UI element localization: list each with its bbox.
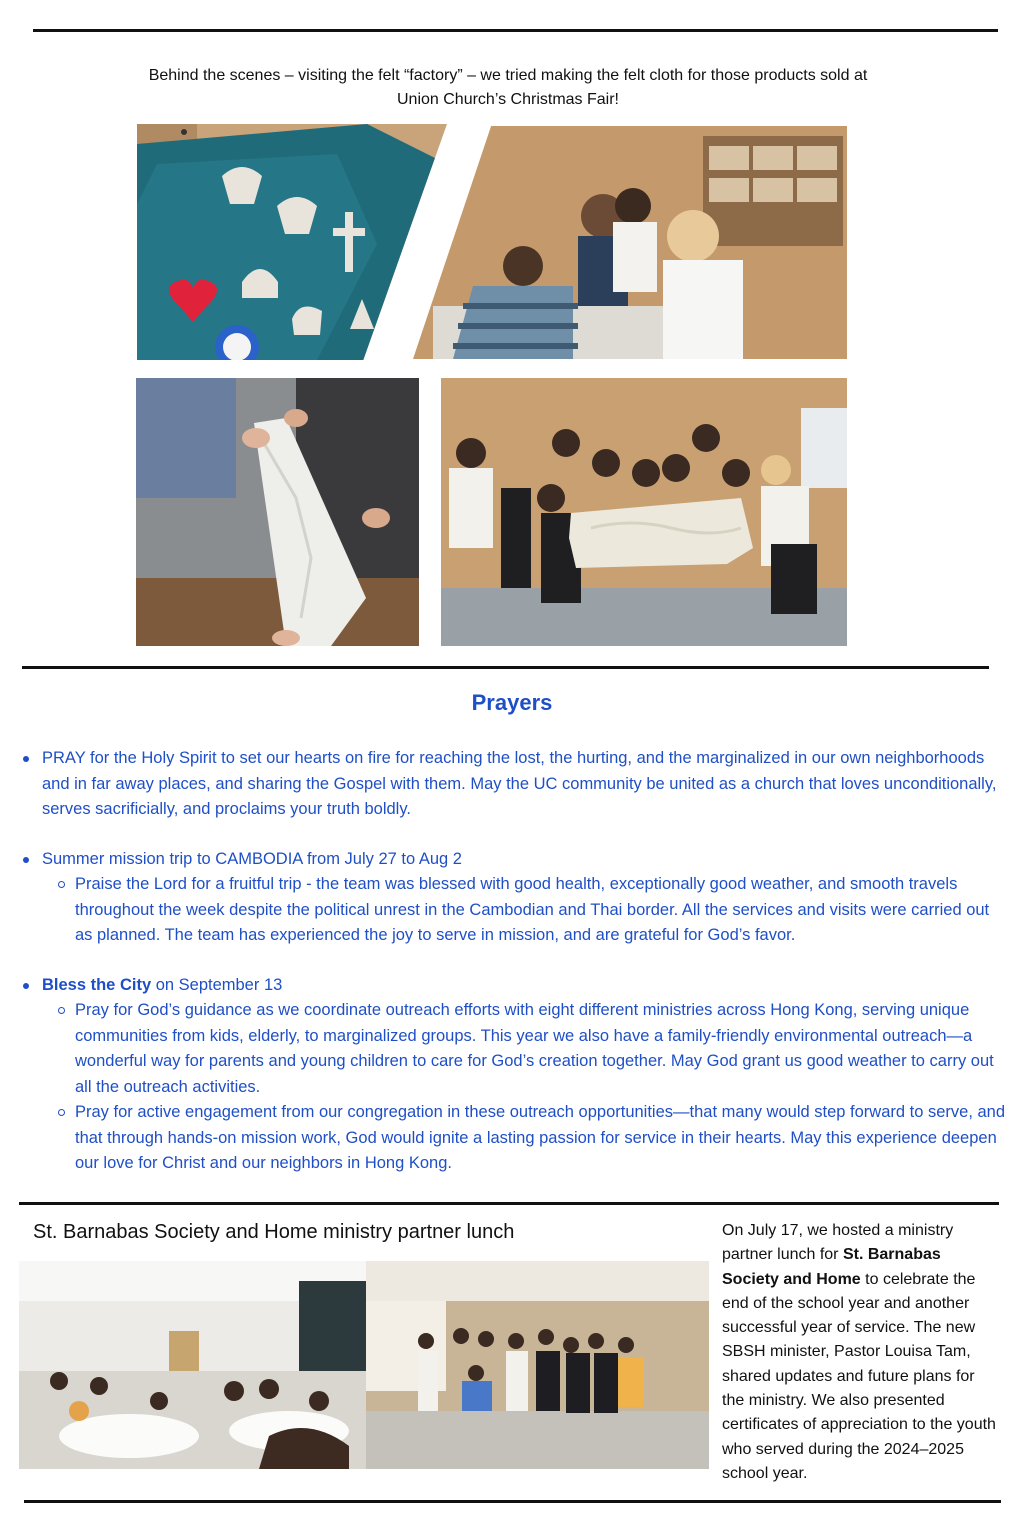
barnabas-org-name: St. Barnabas Society and Home — [722, 1246, 941, 1288]
prayer-item-bless-the-city — [22, 973, 1007, 999]
prayer-item-text: PRAY for the Holy Spirit to set our hearts on fire for reaching the lost, the hurting, and the marginalized in our own neighborhoods and in far away places, and sharing the Gospel with them. May the UC community be united as a church that loves unconditionally, serves sacrificially, and proclaims your truth boldly. — [42, 749, 997, 818]
prayer-subitem-cambodia-praise — [22, 872, 1007, 949]
prayers-top-divider — [22, 666, 989, 669]
prayer-item-cambodia — [22, 847, 1007, 873]
felt-ornaments-photo — [137, 124, 447, 360]
caption-line-1: Behind the scenes – visiting the felt “factory” – we tried making the felt cloth for those products sold at — [148, 67, 868, 84]
top-divider — [33, 29, 998, 32]
prayer-item-holy-spirit — [22, 746, 1007, 823]
bless-the-city-date: on September 13 — [151, 975, 283, 994]
caption-line-2: Union Church’s Christmas Fair! — [397, 91, 619, 108]
prayers-heading: Prayers — [471, 690, 553, 715]
lunch-group-photo — [366, 1261, 709, 1469]
bottom-divider — [24, 1500, 1001, 1503]
barnabas-text-b: to celebrate the end of the school year and another successful year of service. The new SBSH minister, Pastor Louisa Tam, shared updates and future plans for the ministry. We also presented certificates of appreciation to the youth who served during the 2024–2025 school year. — [722, 1270, 996, 1482]
felt-cloth-stretch-photo — [136, 378, 419, 646]
prayer-subitem-text: Pray for God’s guidance as we coordinate outreach efforts with eight different ministries across Hong Kong, serving unique communities from kids, elderly, to marginalized groups. This year we also have a family-friendly environmental outreach—a wonderful way for parents and young children to care for God’s creation together. May God grant us good weather to carry out all the outreach activities. — [75, 1001, 994, 1096]
barnabas-text-a: On July 17, we hosted a ministry partner lunch for — [722, 1222, 954, 1264]
prayer-item-text: Summer mission trip to CAMBODIA from July 27 to Aug 2 — [42, 849, 462, 868]
prayer-subitem-guidance — [22, 998, 1007, 1100]
felt-workshop-photo — [413, 126, 847, 359]
prayer-subitem-text: Praise the Lord for a fruitful trip - the team was blessed with good health, exceptionally good weather, and smooth travels throughout the week despite the political unrest in the Cambodian and Thai border. All the services and visits were carried out as planned. The team has experienced the joy to serve in mission, and are grateful for God’s favor. — [75, 875, 990, 944]
lunch-tables-photo — [19, 1261, 366, 1469]
photo-caption — [100, 64, 916, 112]
prayers-list — [22, 746, 1007, 1177]
barnabas-title: St. Barnabas Society and Home ministry partner lunch — [33, 1221, 515, 1243]
group-with-felt-photo — [441, 378, 847, 646]
prayer-subitem-text: Pray for active engagement from our congregation in these outreach opportunities—that many would step forward to serve, and that through hands-on mission work, God would ignite a lasting passion for service in their hearts. May this experience deepen our love for Christ and our neighbors in Hong Kong. — [75, 1103, 1006, 1172]
barnabas-top-divider — [19, 1202, 999, 1205]
bless-the-city-label: Bless the City — [42, 975, 152, 994]
prayer-subitem-engagement — [22, 1100, 1007, 1177]
barnabas-description — [722, 1219, 997, 1486]
